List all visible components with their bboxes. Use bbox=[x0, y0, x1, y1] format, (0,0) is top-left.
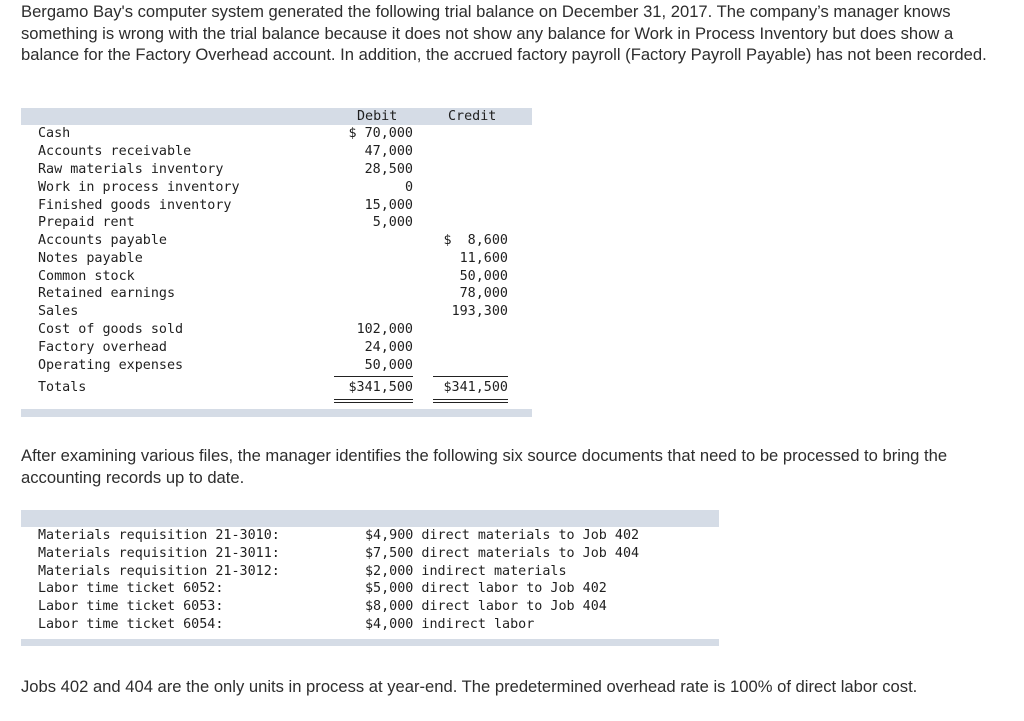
double-rule-debit bbox=[334, 399, 413, 403]
document-description: $5,000 direct labor to Job 402 bbox=[365, 581, 607, 596]
table-header-band bbox=[21, 510, 719, 527]
account-name: Work in process inventory bbox=[38, 180, 240, 195]
total-credit: $341,500 bbox=[443, 380, 508, 395]
document-description: $7,500 direct materials to Job 404 bbox=[365, 546, 640, 561]
debit-amount: 47,000 bbox=[364, 144, 413, 159]
table-row bbox=[21, 340, 532, 358]
table-row bbox=[21, 198, 532, 216]
account-name: Raw materials inventory bbox=[38, 162, 224, 177]
table-row bbox=[21, 304, 532, 322]
document-description: $4,000 indirect labor bbox=[365, 617, 535, 632]
account-name: Operating expenses bbox=[38, 358, 184, 373]
after-paragraph: After examining various files, the manager identifies the following six source documents that need to be processed to bring the accounting records up to date. bbox=[21, 446, 948, 487]
subtotal-rule-debit bbox=[334, 376, 413, 377]
debit-amount: 0 bbox=[404, 180, 413, 195]
account-name: Retained earnings bbox=[38, 286, 176, 301]
account-name: Prepaid rent bbox=[38, 215, 135, 230]
account-name: Cash bbox=[38, 126, 71, 141]
account-name: Sales bbox=[38, 304, 79, 319]
document-label: Labor time ticket 6053: bbox=[38, 599, 224, 614]
debit-amount: 5,000 bbox=[372, 215, 413, 230]
totals-label: Totals bbox=[38, 380, 87, 395]
table-row bbox=[21, 162, 532, 180]
table-row bbox=[21, 617, 719, 635]
table-footer-band bbox=[21, 409, 532, 417]
document-label: Labor time ticket 6054: bbox=[38, 617, 224, 632]
account-name: Factory overhead bbox=[38, 340, 167, 355]
account-name: Notes payable bbox=[38, 251, 143, 266]
debit-amount: 28,500 bbox=[364, 162, 413, 177]
table-row bbox=[21, 546, 719, 564]
table-row bbox=[21, 233, 532, 251]
document-label: Labor time ticket 6052: bbox=[38, 581, 224, 596]
table-row bbox=[21, 322, 532, 340]
document-description: $8,000 direct labor to Job 404 bbox=[365, 599, 607, 614]
credit-column-header: Credit bbox=[448, 109, 497, 124]
table-row bbox=[21, 215, 532, 233]
table-row bbox=[21, 599, 719, 617]
table-row bbox=[21, 126, 532, 144]
account-name: Cost of goods sold bbox=[38, 322, 184, 337]
account-name: Accounts receivable bbox=[38, 144, 192, 159]
credit-amount: 193,300 bbox=[451, 304, 508, 319]
double-rule-credit bbox=[433, 399, 508, 403]
document-label: Materials requisition 21-3010: bbox=[38, 528, 280, 543]
source-documents-table bbox=[21, 510, 719, 646]
subtotal-rule-credit bbox=[433, 376, 508, 377]
account-name: Finished goods inventory bbox=[38, 198, 232, 213]
table-row bbox=[21, 564, 719, 582]
table-row bbox=[21, 581, 719, 599]
table-row bbox=[21, 144, 532, 162]
account-name: Accounts payable bbox=[38, 233, 167, 248]
table-row bbox=[21, 528, 719, 546]
intro-paragraph: Bergamo Bay's computer system generated the following trial balance on December 31, 2017. The company’s manager knows something is wrong with the trial balance because it does not show any balance for Work in Process Inventory but does show a balance for the Factory Overhead account. In addition, the accrued factory payroll (Factory Payroll Payable) has not been recorded. bbox=[21, 2, 987, 64]
credit-amount: 11,600 bbox=[459, 251, 508, 266]
credit-amount: 78,000 bbox=[459, 286, 508, 301]
table-row bbox=[21, 251, 532, 269]
table-footer-band bbox=[21, 639, 719, 646]
document-description: $2,000 indirect materials bbox=[365, 564, 567, 579]
trial-balance-table bbox=[21, 108, 532, 417]
debit-amount: $ 70,000 bbox=[348, 126, 413, 141]
document-description: $4,900 direct materials to Job 402 bbox=[365, 528, 640, 543]
table-row bbox=[21, 286, 532, 304]
credit-amount: 50,000 bbox=[459, 269, 508, 284]
credit-amount: $ 8,600 bbox=[443, 233, 508, 248]
totals-row bbox=[21, 380, 532, 398]
total-debit: $341,500 bbox=[348, 380, 413, 395]
jobs-paragraph: Jobs 402 and 404 are the only units in process at year-end. The predetermined overhead rate is 100% of direct labor cost. bbox=[21, 677, 918, 696]
table-row bbox=[21, 358, 532, 376]
account-name: Common stock bbox=[38, 269, 135, 284]
debit-amount: 15,000 bbox=[364, 198, 413, 213]
debit-column-header: Debit bbox=[357, 109, 398, 124]
table-row bbox=[21, 180, 532, 198]
document-label: Materials requisition 21-3012: bbox=[38, 564, 280, 579]
document-label: Materials requisition 21-3011: bbox=[38, 546, 280, 561]
debit-amount: 102,000 bbox=[356, 322, 413, 337]
debit-amount: 24,000 bbox=[364, 340, 413, 355]
table-row bbox=[21, 269, 532, 287]
debit-amount: 50,000 bbox=[364, 358, 413, 373]
